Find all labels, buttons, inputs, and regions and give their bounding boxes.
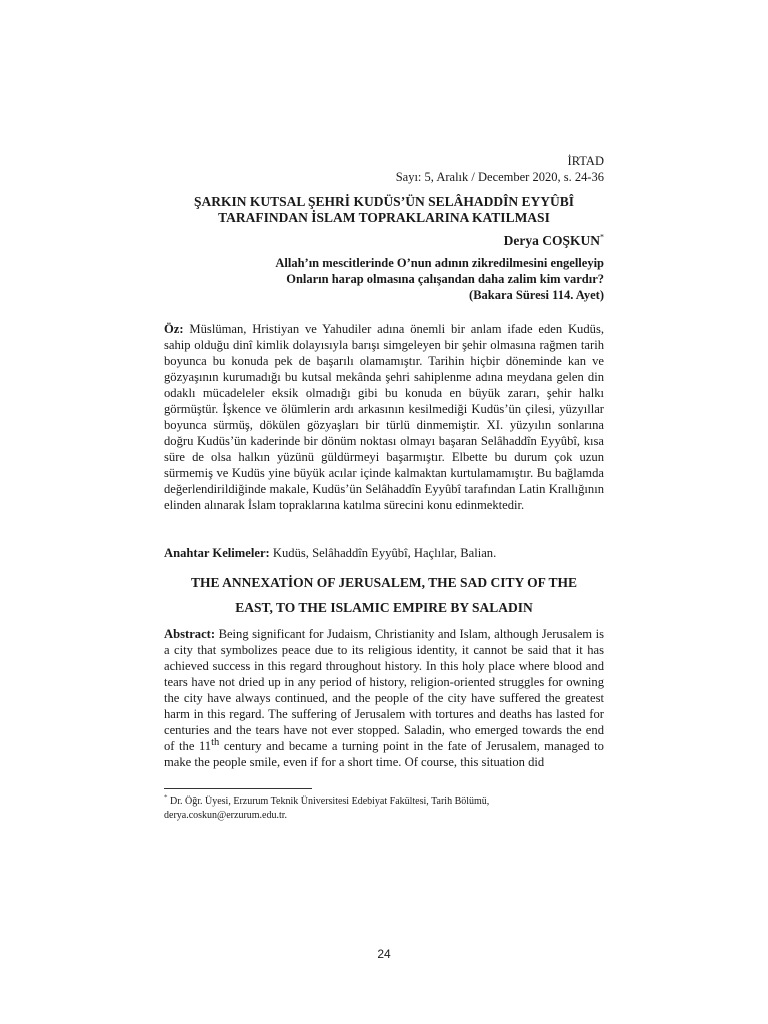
english-abstract: [164, 626, 604, 770]
author-name: Derya COŞKUN: [503, 233, 600, 248]
footnote-email: derya.coskun@erzurum.edu.tr.: [164, 810, 288, 821]
footnote-divider: [164, 788, 312, 789]
journal-header: [396, 153, 604, 185]
oz-text: Müslüman, Hristiyan ve Yahudiler adına önemli bir anlam ifade eden Kudüs, sahip olduğu dinî kimlik dolayısıyla barışı simgeleyen bir şehir olmasına rağmen tarih boyunca bu konuda pek de başarılı olamamıştır. Tarihin hiçbir döneminde kan ve gözyaşının kurumadığı bu kutsal mekânda şehri sahiplenme adına meydana gelen din odaklı mücadeleler eksik olmadığı gibi bu konuda en büyük zararı, şehir halkı görmüştür. İşkence ve ölümlerin ardı arkasının kesilmediği Kudüs’ün çilesi, yüzyıllar boyunca sürmüş, dökülen gözyaşları bir türlü dinmemiştir. XI. yüzyılın sonlarına doğru Kudüs’ün kaderinde bir dönüm noktası olmayı başaran Selâhaddîn Eyyûbî, kısa süre de olsa halkın yüzünü güldürmeyi başarmıştır. Elbette bu durum çok uzun sürmemiş ve Kudüs yine büyük acılar içinde kalmaktan kurtulamamıştır. Bu bağlamda değerlendirildiğinde makale, Kudüs’ün Selâhaddîn Eyyûbî tarafından Latin Krallığının elinden alınarak İslam topraklarına katılma sürecini konu edinmektedir.: [164, 322, 604, 512]
epigraph-line-2: Onların harap olmasına çalışandan daha zalim kim vardır?: [286, 272, 604, 286]
abstract-label: Abstract:: [164, 627, 216, 641]
footnote-line-1: Dr. Öğr. Üyesi, Erzurum Teknik Üniversitesi Edebiyat Fakültesi, Tarih Bölümü,: [167, 796, 490, 807]
author-footnote-mark: *: [600, 232, 604, 242]
keywords-label: Anahtar Kelimeler:: [164, 546, 270, 560]
article-title: [164, 194, 604, 226]
epigraph: [275, 255, 604, 303]
keywords: [164, 545, 604, 561]
footnote: [164, 795, 604, 823]
page-number: 24: [377, 947, 391, 961]
abstract-superscript: th: [211, 736, 220, 748]
turkish-abstract: [164, 321, 604, 513]
english-title-line-2: EAST, TO THE ISLAMIC EMPIRE BY SALADIN: [235, 600, 533, 615]
abstract-text-after: century and became a turning point in the fate of Jerusalem, managed to make the people smile, even if for a short time. Of course, this situation did: [164, 739, 604, 769]
epigraph-source: (Bakara Süresi 114. Ayet): [469, 288, 604, 302]
epigraph-line-1: Allah’ın mescitlerinde O’nun adının zikredilmesini engelleyip: [275, 256, 604, 270]
oz-label: Öz:: [164, 322, 184, 336]
journal-name: İRTAD: [567, 154, 604, 168]
footnote-mark: *: [164, 793, 168, 802]
journal-issue: Sayı: 5, Aralık / December 2020, s. 24-36: [395, 170, 604, 184]
english-title-line-1: THE ANNEXATİON OF JERUSALEM, THE SAD CITY OF THE: [191, 575, 577, 590]
abstract-text-before: Being significant for Judaism, Christianity and Islam, although Jerusalem is a city that symbolizes peace due to its religious identity, it cannot be said that it has achieved success in this regard throughout history. In this holy place where blood and tears have not dried up in any period of history, religion-oriented struggles for owning the city have always continued, and the people of the city have suffered the greatest harm in this regard. The suffering of Jerusalem with tortures and deaths has lasted for centuries and the tears have not ever stopped. Saladin, who emerged towards the end of the 11: [164, 627, 604, 753]
title-line-2: TARAFINDAN İSLAM TOPRAKLARINA KATILMASI: [218, 210, 550, 225]
english-title: [164, 570, 604, 620]
title-line-1: ŞARKIN KUTSAL ŞEHRİ KUDÜS’ÜN SELÂHADDÎN EYYÛBÎ: [194, 194, 574, 209]
author: [504, 233, 604, 249]
keywords-text: Kudüs, Selâhaddîn Eyyûbî, Haçlılar, Balian.: [272, 546, 497, 560]
